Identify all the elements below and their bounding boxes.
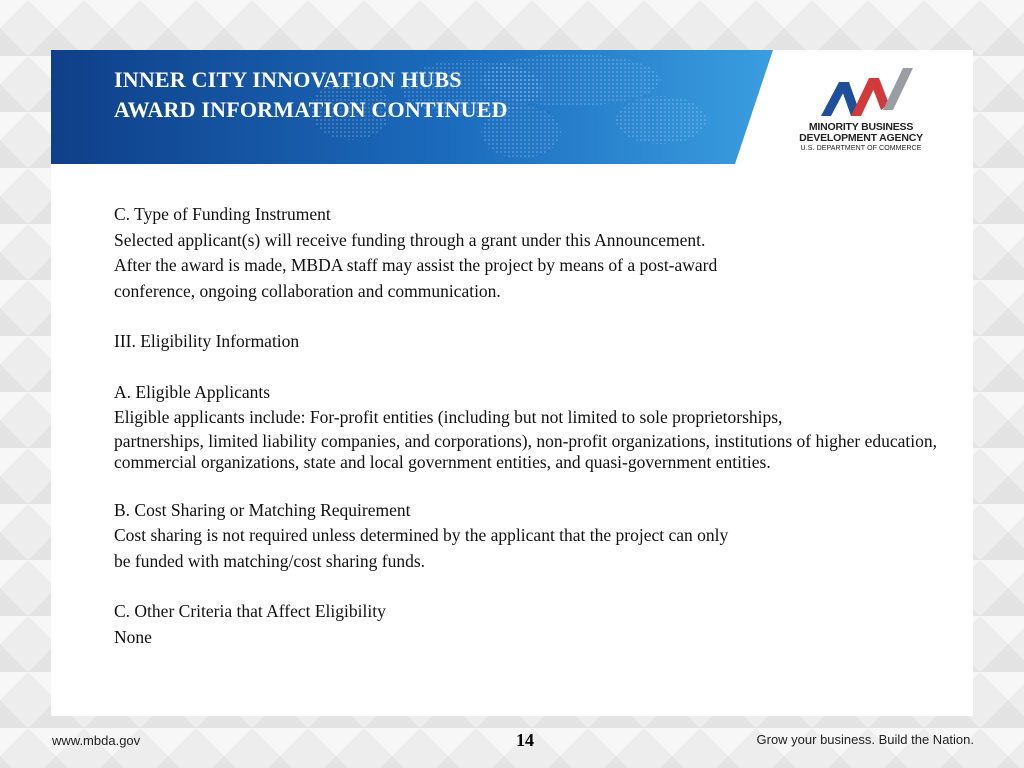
- spacer: [114, 304, 969, 329]
- spacer: [114, 574, 969, 599]
- page-number: 14: [516, 730, 534, 750]
- page-title: [114, 65, 508, 125]
- other-criteria-heading: C. Other Criteria that Affect Eligibility: [114, 601, 386, 621]
- funding-text-line: Selected applicant(s) will receive funding through a grant under this Announcement.: [114, 229, 706, 250]
- logo-line-3: U.S. DEPARTMENT OF COMMERCE: [800, 145, 922, 152]
- other-criteria-value: None: [114, 626, 152, 647]
- spacer: [114, 355, 969, 380]
- logo-line-1: MINORITY BUSINESS: [808, 121, 914, 133]
- slide-panel: [51, 50, 973, 716]
- eligibility-section-heading: III. Eligibility Information: [114, 331, 300, 351]
- cost-sharing-heading: B. Cost Sharing or Matching Requirement: [114, 499, 411, 520]
- cost-sharing-text-line: Cost sharing is not required unless determined by the applicant that the project can only: [114, 525, 729, 545]
- mbda-logo-mark-icon: [791, 64, 931, 122]
- eligible-applicants-text-line: Eligible applicants include: For-profit entities (including but not limited to sole proprietorships,: [114, 407, 783, 427]
- cost-sharing-text-line: be funded with matching/cost sharing funds.: [114, 550, 426, 571]
- mbda-logo-text: [791, 122, 931, 153]
- spacer: [114, 473, 969, 498]
- funding-instrument-heading: C. Type of Funding Instrument: [114, 204, 331, 224]
- mbda-logo: [791, 64, 931, 154]
- title-line-1: INNER CITY INNOVATION HUBS: [114, 67, 462, 92]
- footer-tagline: Grow your business. Build the Nation.: [756, 732, 974, 747]
- header-band: [51, 50, 773, 164]
- slide-body: [114, 202, 969, 650]
- footer-website: www.mbda.gov: [52, 733, 141, 748]
- eligible-applicants-paragraph: partnerships, limited liability companies, and corporations), non-profit organizations, institutions of higher education, commercial organizations, state and local government entities, and quasi-government entities.: [114, 430, 937, 472]
- logo-line-2: DEVELOPMENT AGENCY: [799, 132, 923, 144]
- title-line-2: AWARD INFORMATION CONTINUED: [114, 97, 508, 122]
- funding-text-line: After the award is made, MBDA staff may assist the project by means of a post-award: [114, 255, 718, 275]
- funding-text-line: conference, ongoing collaboration and communication.: [114, 280, 501, 301]
- eligible-applicants-heading: A. Eligible Applicants: [114, 381, 271, 402]
